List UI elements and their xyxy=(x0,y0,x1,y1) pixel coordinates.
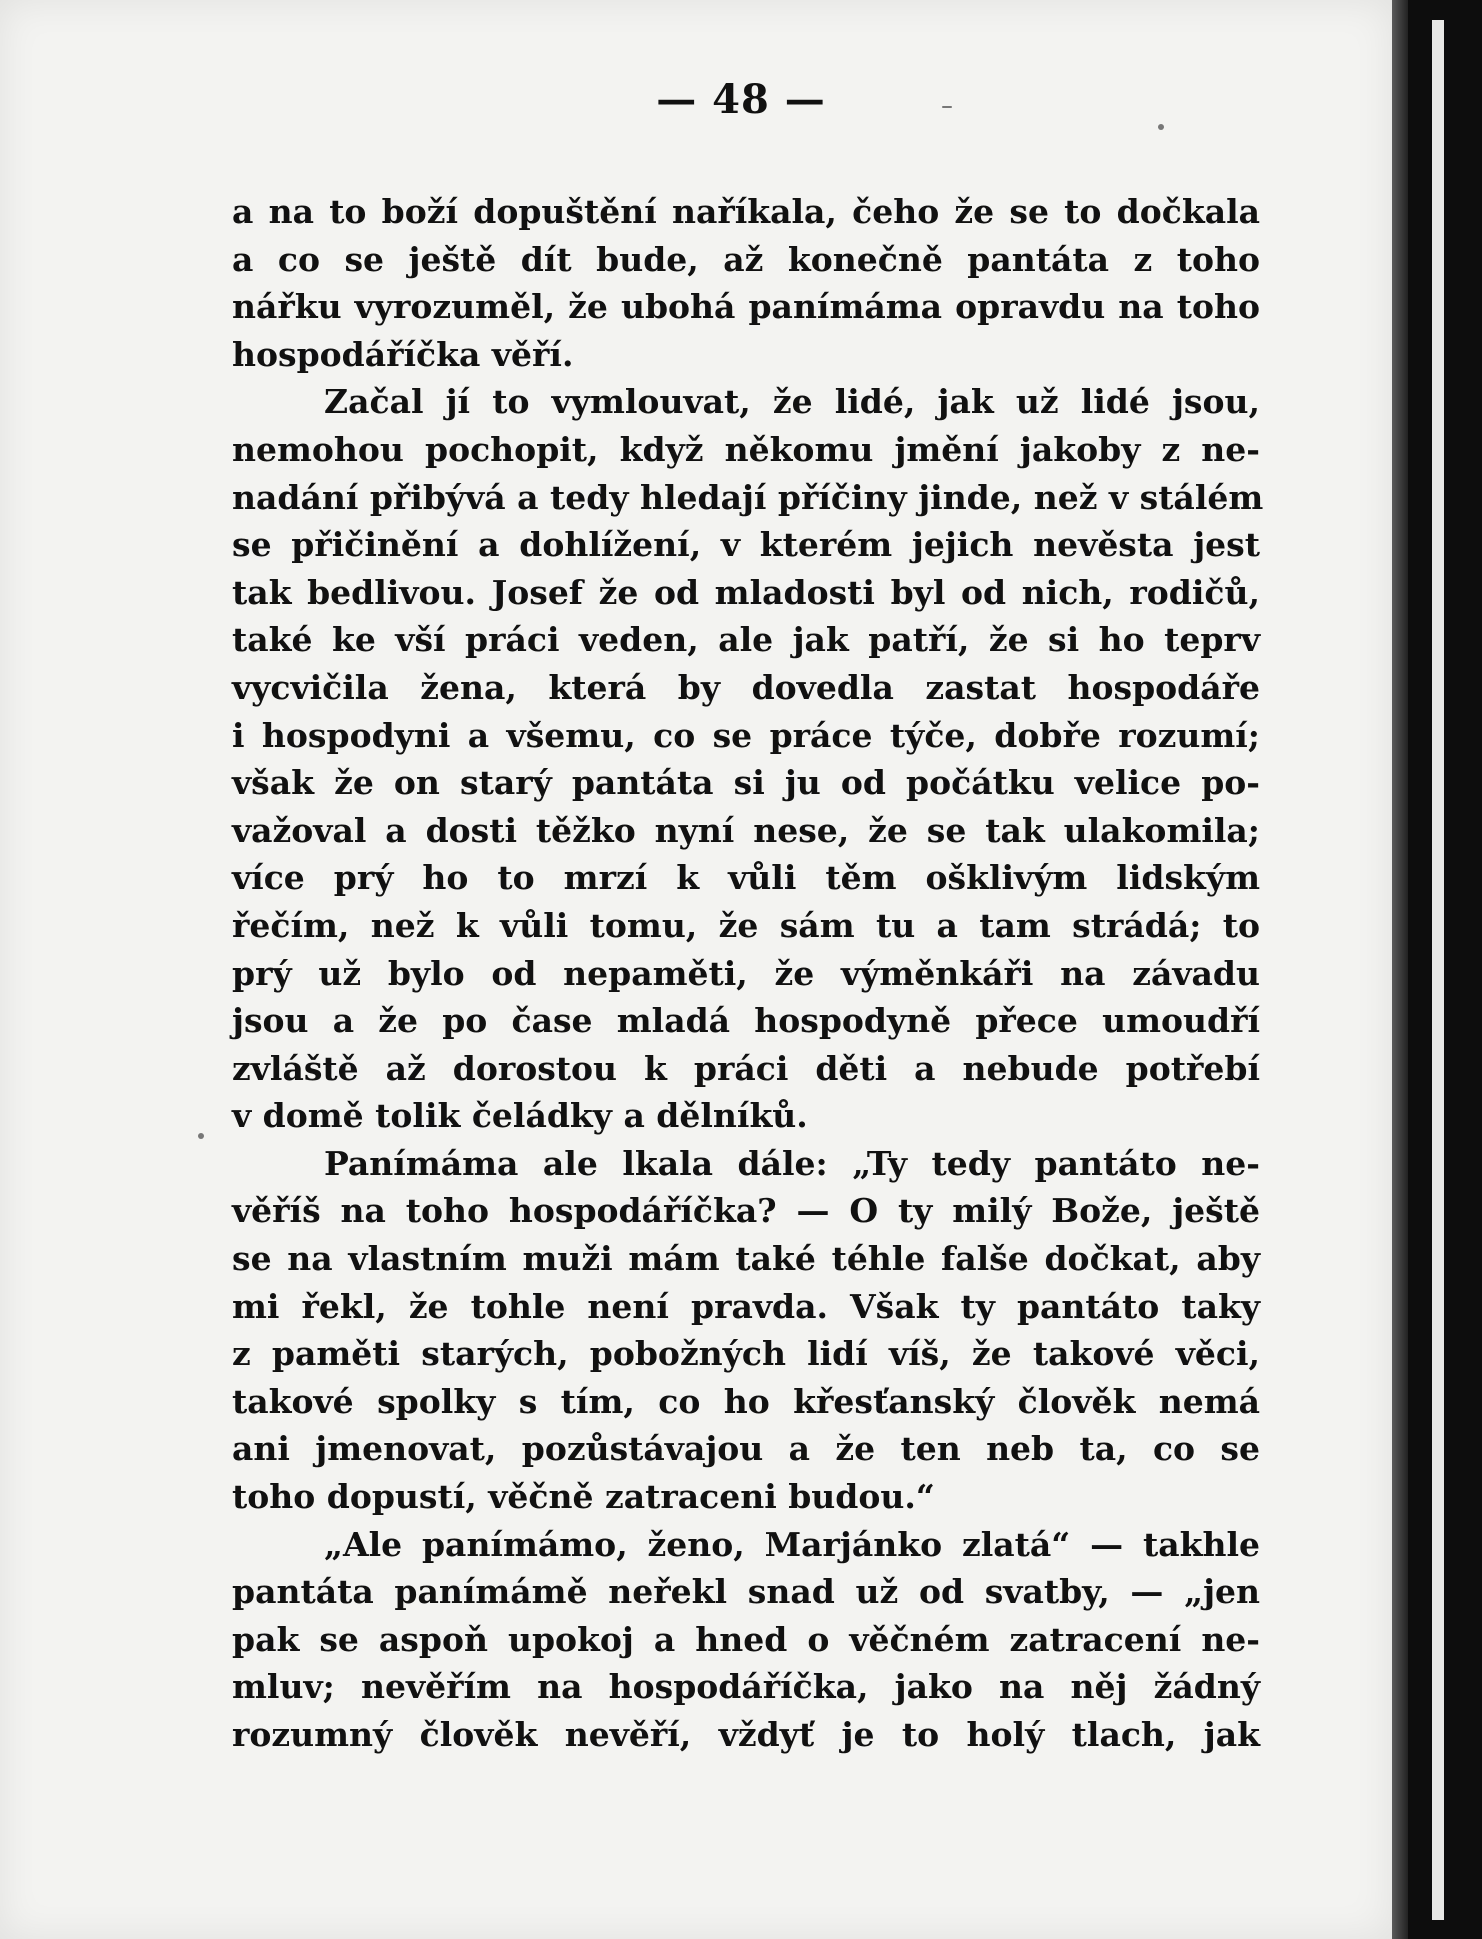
page-edge-shadow xyxy=(1392,0,1408,1939)
text-line: řečím, než k vůli tomu, že sám tu a tam strádá; to xyxy=(232,905,1260,945)
text-line: hospodáříčka věří. xyxy=(232,334,574,374)
text-line: Panímáma ale lkala dále: „Ty tedy pantáto ne- xyxy=(324,1143,1260,1183)
text-line: zvláště až dorostou k práci děti a nebude potřebí xyxy=(232,1048,1260,1088)
body-text xyxy=(232,188,1264,1759)
text-line: tak bedlivou. Josef že od mladosti byl od nich, rodičů, xyxy=(232,572,1260,612)
text-line: a co se ještě dít bude, až konečně pantáta z toho xyxy=(232,239,1260,279)
text-line: věříš na toho hospodáříčka? — O ty milý Bože, ještě xyxy=(232,1191,1260,1231)
text-line: v domě tolik čeládky a dělníků. xyxy=(232,1096,808,1136)
text-line: mi řekl, že tohle není pravda. Však ty pantáto taky xyxy=(232,1286,1260,1326)
text-line: se přičinění a dohlížení, v kterém jejich nevěsta jest xyxy=(232,525,1260,565)
dust-speck xyxy=(198,1133,204,1139)
text-line: važoval a dosti těžko nyní nese, že se tak ulakomila; xyxy=(232,810,1260,850)
text-line: ani jmenovat, pozůstávajou a že ten neb ta, co se xyxy=(232,1429,1260,1469)
text-line: z paměti starých, pobožných lidí víš, že takové věci, xyxy=(232,1334,1260,1374)
page-number: — 48 — xyxy=(656,76,826,123)
text-line: „Ale panímámo, ženo, Marjánko zlatá“ — takhle xyxy=(324,1524,1260,1564)
text-line: nemohou pochopit, když někomu jmění jakoby z ne- xyxy=(232,429,1260,469)
text-line: vycvičila žena, která by dovedla zastat hospodáře xyxy=(232,667,1260,707)
text-line: rozumný člověk nevěří, vždyť je to holý tlach, jak xyxy=(232,1715,1260,1754)
text-line: Začal jí to vymlouvat, že lidé, jak už lidé jsou, xyxy=(324,382,1260,422)
text-line: jsou a že po čase mladá hospodyně přece umoudří xyxy=(232,1001,1260,1041)
text-line: více prý ho to mrzí k vůli těm ošklivým lidským xyxy=(232,858,1260,898)
text-line: mluv; nevěřím na hospodáříčka, jako na něj žádný xyxy=(232,1667,1260,1707)
text-line: takové spolky s tím, co ho křesťanský člověk nemá xyxy=(232,1381,1260,1421)
text-line: však že on starý pantáta si ju od počátku velice po- xyxy=(232,763,1260,803)
binding-strip xyxy=(1408,0,1482,1939)
text-line: pak se aspoň upokoj a hned o věčném zatracení ne- xyxy=(232,1619,1260,1659)
text-line: se na vlastním muži mám také téhle falše dočkat, aby xyxy=(232,1239,1260,1279)
text-line: také ke vší práci veden, ale jak patří, že si ho teprv xyxy=(232,620,1260,660)
text-line: pantáta panímámě neřekl snad už od svatby, — „jen xyxy=(232,1572,1260,1612)
next-page-edge xyxy=(1432,20,1444,1920)
text-line: nářku vyrozuměl, že ubohá panímáma opravdu na toho xyxy=(232,287,1260,327)
text-line: nadání přibývá a tedy hledají příčiny jinde, než v stálém xyxy=(232,477,1264,517)
text-line: a na to boží dopuštění naříkala, čeho že se to dočkala xyxy=(232,192,1260,231)
text-line: toho dopustí, věčně zatraceni budou.“ xyxy=(232,1477,935,1517)
text-line: prý už bylo od nepaměti, že výměnkáři na závadu xyxy=(232,953,1260,993)
text-line: i hospodyni a všemu, co se práce týče, dobře rozumí; xyxy=(232,715,1260,755)
dust-speck xyxy=(1158,124,1164,130)
